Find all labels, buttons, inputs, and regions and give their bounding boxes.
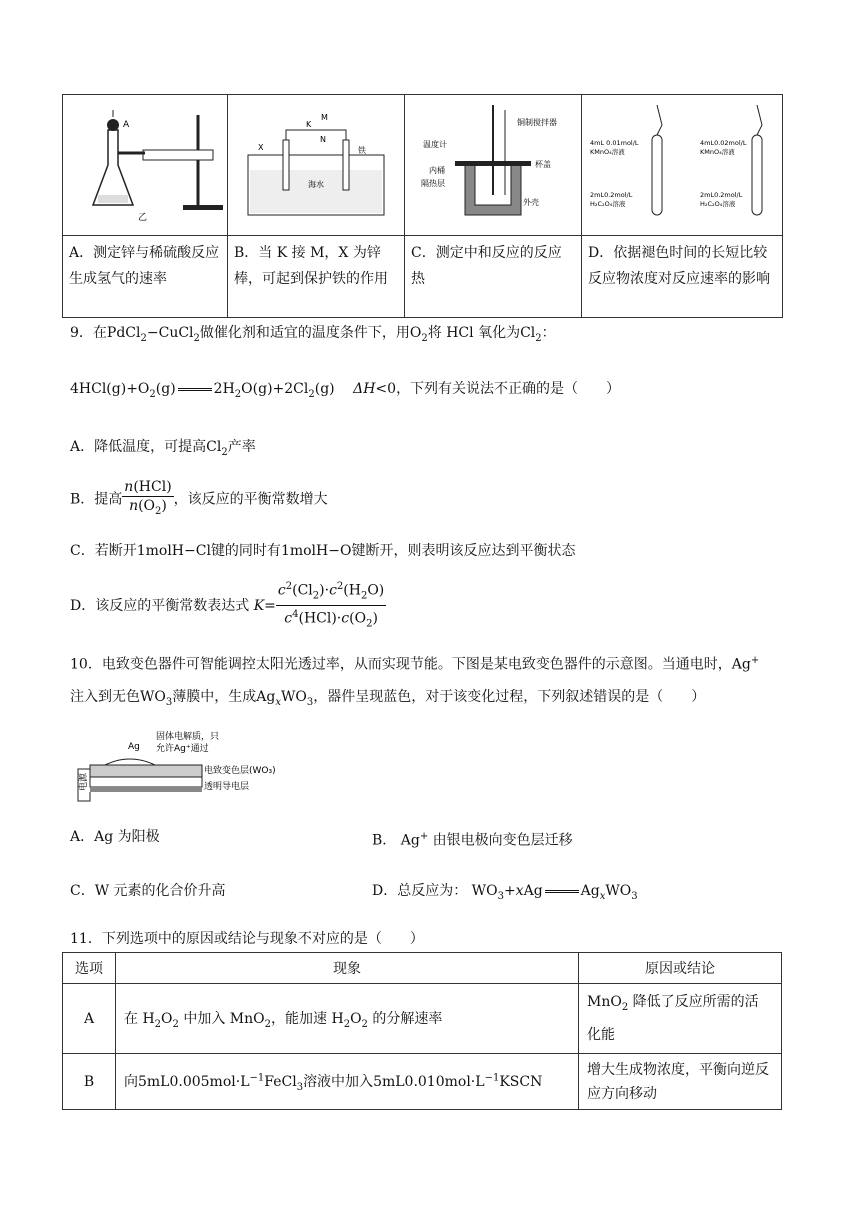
- q11-row-b[interactable]: [63, 1054, 782, 1110]
- fig-d-left-bot-1: 2mL0.2mol/L: [590, 191, 633, 199]
- fig-b-k: K: [306, 120, 312, 129]
- fig-c-thermometer: 温度计: [423, 140, 447, 149]
- fig-c-cell: [405, 95, 582, 236]
- fig-b-n: N: [320, 135, 326, 144]
- q11-row-a-reason: MnO$_2$ 降低了反应所需的活 化能: [579, 984, 782, 1054]
- q10-layer-label: 电致变色层(WO₃): [204, 766, 276, 776]
- fig-a-label: A: [123, 120, 130, 130]
- q10-figure: [70, 725, 310, 810]
- q11-row-b-phenomenon: 向$5mL0.005mol\cdot L^{-1}FeCl_3$溶液中加入$5mL0.010mol\cdot L^{-1}KSCN$: [116, 1054, 579, 1110]
- q11-row-a[interactable]: [63, 984, 782, 1054]
- q10-electrolyte-label-1: 固体电解质，只: [156, 732, 220, 742]
- fig-c-stirrer: 铜制搅拌器: [517, 118, 557, 127]
- q11-row-b-label: B: [63, 1054, 116, 1110]
- q8-option-b[interactable]: B．当 K 接 M，X 为锌棒，可起到保护铁的作用: [228, 236, 405, 318]
- q9-option-a[interactable]: A．降低温度，可提高$Cl_2$产率: [70, 439, 256, 458]
- q9-option-b[interactable]: B．提高 $\frac{\text{n(HCl)}}{n(O_2)}$ ，该反应的平衡常数增大: [70, 479, 328, 517]
- q10-stem-2: 注入到无色$WO_3$薄膜中，生成$Ag_xWO_3$，器件呈现蓝色，对于该变化过程，下列叙述错误的是（ ）: [70, 689, 706, 708]
- q11-row-a-phenomenon: 在 $H_2O_2$ 中加入 MnO$_2$，能加速 $H_2O_2$ 的分解速率: [116, 984, 579, 1054]
- q8-option-a[interactable]: A．测定锌与稀硫酸反应生成氢气的速率: [63, 236, 228, 318]
- q8-option-d[interactable]: D．依据褪色时间的长短比较反应物浓度对反应速率的影响: [582, 236, 783, 318]
- fig-d-left-top-2: KMnO₄溶液: [590, 148, 625, 156]
- fig-c-calorimeter: [405, 95, 581, 231]
- q9-option-c[interactable]: C．若断开1molH−Cl键的同时有1molH−O键断开，则表明该反应达到平衡状态: [70, 543, 576, 559]
- fig-d-right-top-2: KMnO₄溶液: [700, 148, 735, 156]
- q9-stem: 9．在PdCl$_2$−CuCl$_2$做催化剂和适宜的温度条件下，用$O_2$将 HCl 氧化为$Cl_2$：: [70, 325, 556, 344]
- fig-d-right-bot-2: H₂C₂O₄溶液: [700, 200, 736, 208]
- fig-a-sublabel: 乙: [138, 213, 148, 223]
- fig-b-electrolysis: [228, 95, 404, 231]
- fig-c-inner: 内桶: [429, 166, 445, 175]
- fig-d-cell: [582, 95, 783, 236]
- fig-a-apparatus: [63, 95, 227, 231]
- q11-header-reason: 原因或结论: [579, 953, 782, 984]
- q10-power-label: 电源: [79, 772, 89, 791]
- q10-option-a[interactable]: A．Ag 为阳极: [70, 829, 160, 845]
- fig-b-iron: 铁: [358, 146, 366, 155]
- q10-ag-label: Ag: [128, 742, 140, 752]
- q10-option-c[interactable]: C．W 元素的化合价升高: [70, 883, 226, 899]
- fig-b-seawater: 海水: [308, 180, 324, 189]
- q10-conductive-label: 透明导电层: [204, 782, 250, 792]
- q8-option-c[interactable]: C．测定中和反应的反应热: [405, 236, 582, 318]
- fig-d-left-bot-2: H₂C₂O₄溶液: [590, 200, 626, 208]
- fig-d-left-top-1: 4mL 0.01mol/L: [590, 139, 639, 147]
- q10-stem-1: 10．电致变色器件可智能调控太阳光透过率，从而实现节能。下图是某电致变色器件的示意图。当通电时，Ag+: [70, 655, 760, 673]
- fig-b-m: M: [321, 113, 328, 122]
- q11-table: [62, 952, 782, 1110]
- q11-header-phenomenon: 现象: [116, 953, 579, 984]
- q11-row-b-reason: 增大生成物浓度，平衡向逆反 应方向移动: [579, 1054, 782, 1110]
- q11-header-option: 选项: [63, 953, 116, 984]
- fig-c-outer: 外壳: [523, 198, 539, 207]
- q10-option-d[interactable]: D．总反应为： $WO_3+xAg$ $Ag_xWO_3$: [372, 883, 638, 902]
- fig-c-lid: 杯盖: [535, 160, 551, 169]
- fig-c-insulation: 隔热层: [421, 179, 445, 188]
- q11-row-a-label: A: [63, 984, 116, 1054]
- fig-d-right-bot-1: 2mL0.2mol/L: [700, 191, 743, 199]
- q9-equation: $4HCl(g)+O_2(g)$ $2H_2O(g)+2Cl_2(g)$ ΔH<0，下列有关说法不正确的是（ ）: [70, 381, 621, 400]
- fig-b-cell: [228, 95, 405, 236]
- q10-option-b[interactable]: B． Ag+ 由银电极向变色层迁移: [372, 831, 573, 849]
- fig-a-cell: [63, 95, 228, 236]
- q9-option-d[interactable]: D．该反应的平衡常数表达式 K= $\frac{c^2(Cl_2)\cdot c^2(H_2O)}{c^4(HCl)\cdot c(O_2)}$: [70, 578, 386, 634]
- fig-d-right-top-1: 4mL0.02mol/L: [700, 139, 747, 147]
- q8-table: [62, 94, 783, 318]
- q11-stem: 11．下列选项中的原因或结论与现象不对应的是（ ）: [70, 931, 424, 947]
- fig-d-test-tubes: [582, 95, 782, 231]
- q10-electrolyte-label-2: 允许Ag⁺通过: [156, 744, 209, 754]
- fig-b-x: X: [258, 143, 264, 152]
